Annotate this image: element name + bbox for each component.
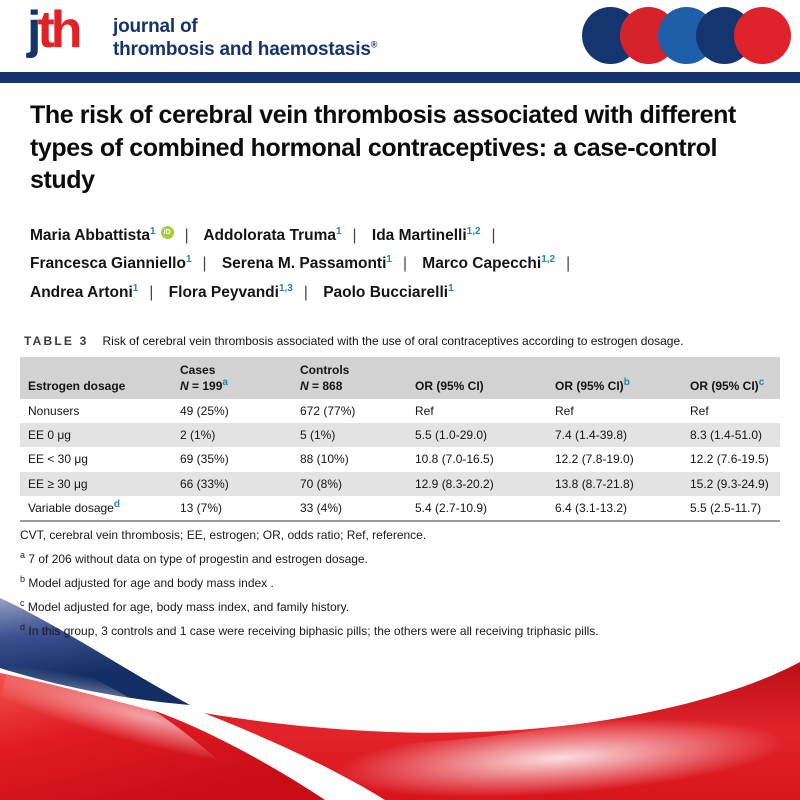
table-bottom-rule — [20, 520, 780, 522]
table-row — [20, 472, 780, 496]
table-footnotes — [20, 525, 782, 641]
author-separator: | — [303, 284, 308, 301]
footnote-abbreviations: CVT, cerebral vein thrombosis; EE, estrogen; OR, odds ratio; Ref, reference. — [20, 528, 427, 542]
cell-controls: 33 (4%) — [300, 500, 343, 515]
table-row — [20, 447, 780, 471]
author-separator: | — [184, 227, 189, 244]
author-name: Maria Abbattista$^1$ — [30, 225, 156, 244]
author-name: Paolo Bucciarelli$^1$ — [323, 282, 454, 301]
author-separator: | — [402, 255, 407, 272]
table-caption-text: Risk of cerebral vein thrombosis associated with the use of oral contraceptives according to estrogen dosage. — [102, 334, 684, 348]
journal-name-line2: thrombosis and haemostasis® — [113, 39, 378, 61]
orcid-icon[interactable]: iD — [161, 226, 174, 239]
author-line-2 — [30, 255, 670, 284]
table-row — [20, 423, 780, 447]
cell-or3: 5.5 (2.5-11.7) — [690, 500, 762, 515]
author-line-1 — [30, 226, 670, 255]
cell-or2: Ref — [555, 404, 574, 419]
header-divider-bar — [0, 72, 800, 83]
footnote-a: $^a$ 7 of 206 without data on type of progestin and estrogen dosage. — [20, 550, 368, 566]
table-row — [20, 496, 780, 520]
cell-or1: 10.8 (7.0-16.5) — [415, 452, 494, 467]
cell-or3: 15.2 (9.3-24.9) — [690, 476, 769, 491]
author-name: Flora Peyvandi$^{1,3}$ — [168, 282, 293, 301]
cell-controls: 70 (8%) — [300, 476, 343, 491]
jth-logo-th: th — [37, 1, 79, 59]
cell-cases: 2 (1%) — [180, 428, 216, 443]
article-title: The risk of cerebral vein thrombosis associated with different types of combined hormonal contraceptives: a case-control study — [30, 101, 736, 194]
col-header-estrogen-dosage: Estrogen dosage — [28, 379, 126, 393]
col-header-controls: Controls N = 868 — [300, 363, 350, 393]
author-separator: | — [566, 255, 571, 272]
cell-dosage: EE 0 μg — [28, 428, 71, 443]
cell-cases: 13 (7%) — [180, 500, 223, 515]
col-header-cases: Cases $N = 199^a$ — [180, 363, 228, 393]
author-name: Addolorata Truma$^1$ — [203, 225, 342, 244]
cell-controls: 5 (1%) — [300, 428, 336, 443]
author-list — [30, 226, 670, 313]
cell-or2: 6.4 (3.1-13.2) — [555, 500, 628, 515]
cell-dosage: Nonusers — [28, 404, 80, 419]
cell-or2: 13.8 (8.7-21.8) — [555, 476, 634, 491]
cell-controls: 88 (10%) — [300, 452, 349, 467]
table-3 — [20, 357, 780, 520]
author-name: Serena M. Passamonti$^1$ — [221, 253, 392, 272]
cell-or1: 5.4 (2.7-10.9) — [415, 500, 488, 515]
table-label: TABLE 3 — [24, 334, 89, 348]
author-line-3 — [30, 284, 670, 313]
col-header-or1: OR (95% CI) — [415, 379, 484, 393]
journal-name — [113, 15, 377, 61]
footnote-b: $^b$ Model adjusted for age and body mass index . — [20, 574, 274, 590]
cell-controls: 672 (77%) — [300, 404, 356, 419]
cell-or1: Ref — [415, 404, 434, 419]
cell-or3: 8.3 (1.4-51.0) — [690, 428, 763, 443]
author-name: Ida Martinelli$^{1,2}$ — [371, 225, 481, 244]
author-separator: | — [491, 227, 496, 244]
author-name: Marco Capecchi$^{1,2}$ — [422, 253, 556, 272]
cell-cases: 69 (35%) — [180, 452, 229, 467]
jth-logo — [27, 1, 79, 59]
brand-circles — [582, 7, 791, 64]
cell-or2: 12.2 (7.8-19.0) — [555, 452, 634, 467]
table-row — [20, 399, 780, 423]
col-header-or2: OR (95% CI)$^b$ — [555, 377, 630, 393]
jth-logo-j: j — [27, 1, 38, 59]
cell-or2: 7.4 (1.4-39.8) — [555, 428, 628, 443]
author-separator: | — [149, 284, 154, 301]
registered-mark: ® — [370, 39, 378, 50]
cell-or1: 5.5 (1.0-29.0) — [415, 428, 488, 443]
cell-dosage: Variable dosage$^d$ — [28, 498, 120, 515]
footnote-c: $^c$ Model adjusted for age, body mass index, and family history. — [20, 598, 350, 614]
cell-dosage: EE ≥ 30 μg — [28, 476, 88, 491]
brand-circle-red-2 — [734, 7, 791, 64]
table-caption — [24, 334, 782, 348]
author-name: Francesca Gianniello$^1$ — [30, 253, 192, 272]
footnote-d: $^d$ In this group, 3 controls and 1 case were receiving biphasic pills; the others were all receiving triphasic pills. — [20, 622, 599, 638]
journal-name-line1: journal of — [113, 16, 198, 37]
author-separator: | — [352, 227, 357, 244]
col-header-or3: OR (95% CI)$^c$ — [690, 377, 765, 393]
cell-cases: 66 (33%) — [180, 476, 229, 491]
author-name: Andrea Artoni$^1$ — [30, 282, 139, 301]
table-header-row — [20, 357, 780, 399]
cell-or3: 12.2 (7.6-19.5) — [690, 452, 769, 467]
author-separator: | — [202, 255, 207, 272]
cell-or3: Ref — [690, 404, 709, 419]
cell-dosage: EE < 30 μg — [28, 452, 88, 467]
cell-or1: 12.9 (8.3-20.2) — [415, 476, 494, 491]
cell-cases: 49 (25%) — [180, 404, 229, 419]
